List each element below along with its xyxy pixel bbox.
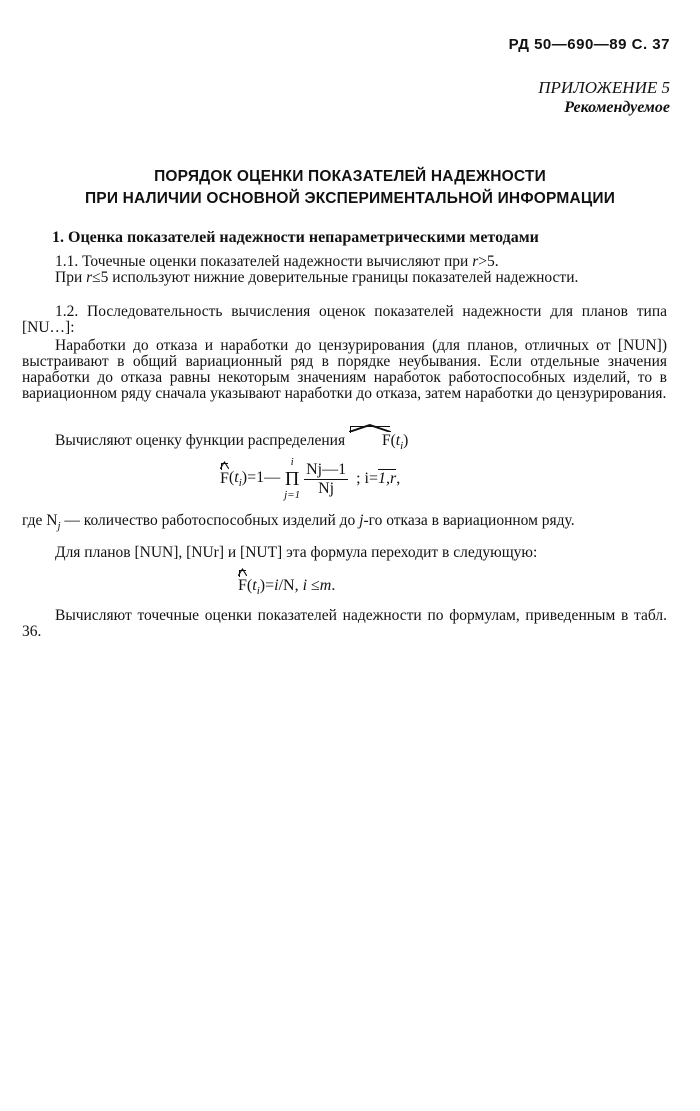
f-hat: F: [349, 433, 391, 449]
product-operator: i Π j=1: [284, 456, 301, 501]
formula-plans: $F(t_i)=i/N$, i ≤m.: [238, 577, 335, 597]
paragraph-1-2: 1.2. Последовательность вычисления оценок показателей надежности для планов типа [NU…]:: [22, 303, 667, 336]
paragraph-1-1: 1.1. Точечные оценки показателей надежности вычисляют при r>5.: [55, 253, 499, 270]
paragraph-1-2-body: Наработки до отказа и наработки до цензурирования (для планов, отличных от [NUN]) выстраивают в общий вариационный ряд в порядке неубывания. Если отдельные значения наработки до отказа равны некоторым значениям наработок работоспособных изделий, то в вариационном ряду сначала указывают наработки до отказа, затем наработки до цензурирования.: [22, 337, 667, 402]
title-line-1: ПОРЯДОК ОЦЕНКИ ПОКАЗАТЕЛЕЙ НАДЕЖНОСТИ: [154, 168, 546, 185]
paragraph-distribution: Вычисляют оценку функции распределения $F(t_i)$: [22, 433, 667, 454]
f-hat: F: [238, 577, 247, 595]
paragraph-where: где $N_j$ — количество работоспособных изделий до j-го отказа в вариационном ряду.: [22, 512, 575, 533]
section-heading: 1. Оценка показателей надежности непараметрическими методами: [52, 229, 539, 246]
paragraph-1-1-note: При r≤5 используют нижние доверительные границы показателей надежности.: [55, 269, 579, 286]
appendix-status: Рекомендуемое: [564, 99, 670, 116]
appendix-label: [538, 78, 670, 118]
title-line-2: ПРИ НАЛИЧИИ ОСНОВНОЙ ЭКСПЕРИМЕНТАЛЬНОЙ ИНФОРМАЦИИ: [84, 190, 616, 207]
paragraph-plans: Для планов [NUN], [NUr] и [NUT] эта формула переходит в следующую:: [55, 544, 538, 561]
page-reference: РД 50—690—89 С. 37: [508, 36, 670, 53]
fraction: $\frac{Nj—1}{Nj}$: [306, 460, 347, 497]
paragraph-final: Вычисляют точечные оценки показателей надежности по формулам, приведенным в табл. 36.: [22, 607, 667, 640]
f-hat: F: [220, 470, 229, 488]
appendix-number: ПРИЛОЖЕНИЕ 5: [538, 78, 670, 97]
document-title: [0, 166, 700, 210]
formula-distribution: $F(t_i)=1—$ i Π j=1 $\frac{Nj—1}{Nj}$ ; i=1,r,: [220, 456, 401, 501]
